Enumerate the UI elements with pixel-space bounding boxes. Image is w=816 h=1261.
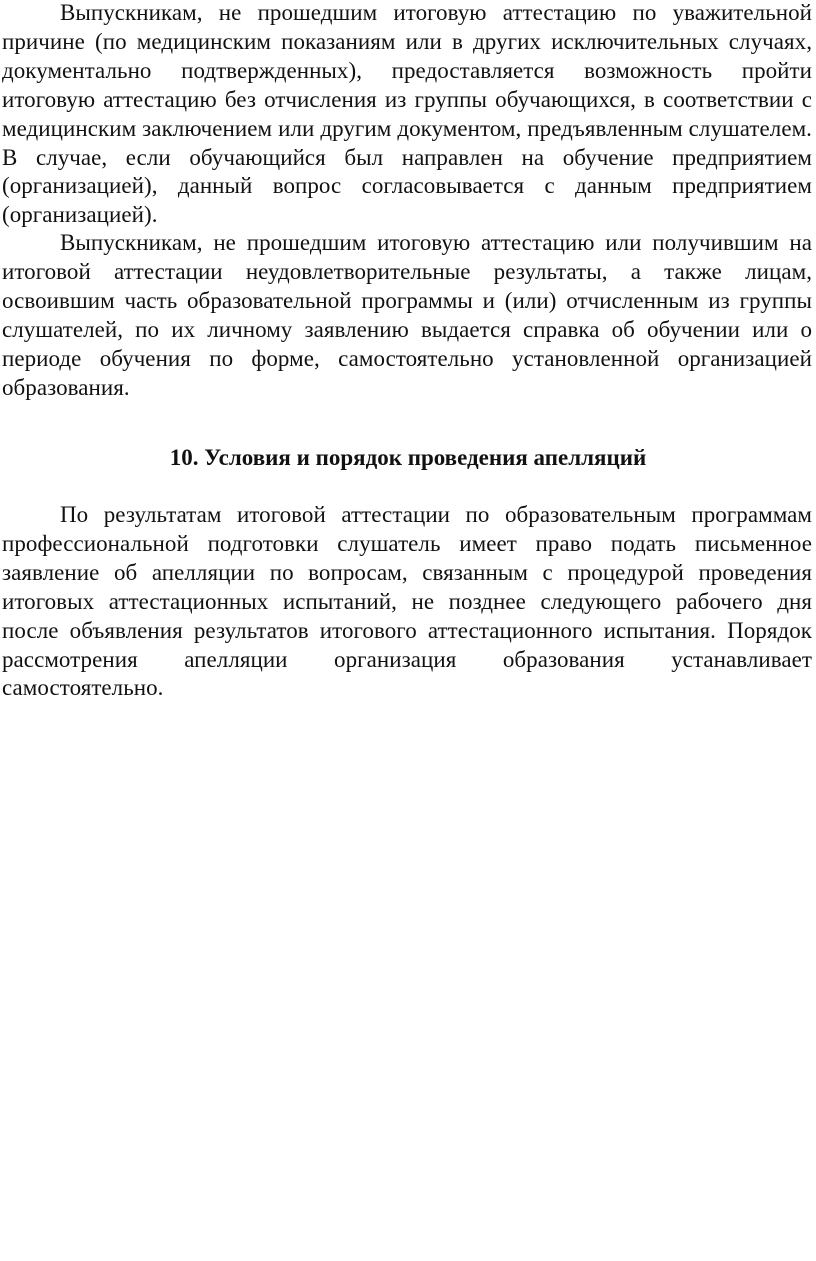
paragraph-certificate-of-study: Выпускникам, не прошедшим итоговую аттестацию или получившим на итоговой аттестации неудовлетворительные результаты, а также лицам, освоившим часть образовательной программы и (или) отчисленным из группы слушателей, по их личному заявлению выдается справка об обучении или о периоде обучения по форме, самостоятельно установленной организацией образования. — [2, 230, 812, 400]
section-heading-appeals: 10. Условия и порядок проведения апелляций — [169, 445, 647, 470]
paragraph-exemption-valid-reason: Выпускникам, не прошедшим итоговую аттестацию по уважительной причине (по медицинским показаниям или в других исключительных случаях, документально подтвержденных), предоставляется возможность пройти итоговую аттестацию без отчисления из группы обучающихся, в соответствии с медицинским заключением или другим документом, предъявленным слушателем. В случае, если обучающийся был направлен на обучение предприятием (организацией), данный вопрос согласовывается с данным предприятием (организацией). — [2, 0, 812, 228]
paragraph-appeal-procedure: По результатам итоговой аттестации по образовательным программам профессиональной подготовки слушатель имеет право подать письменное заявление об апелляции по вопросам, связанным с процедурой проведения итоговых аттестационных испытаний, не позднее следующего рабочего дня после объявления результатов итогового аттестационного испытания. Порядок рассмотрения апелляции организация образования устанавливает самостоятельно. — [2, 502, 812, 701]
